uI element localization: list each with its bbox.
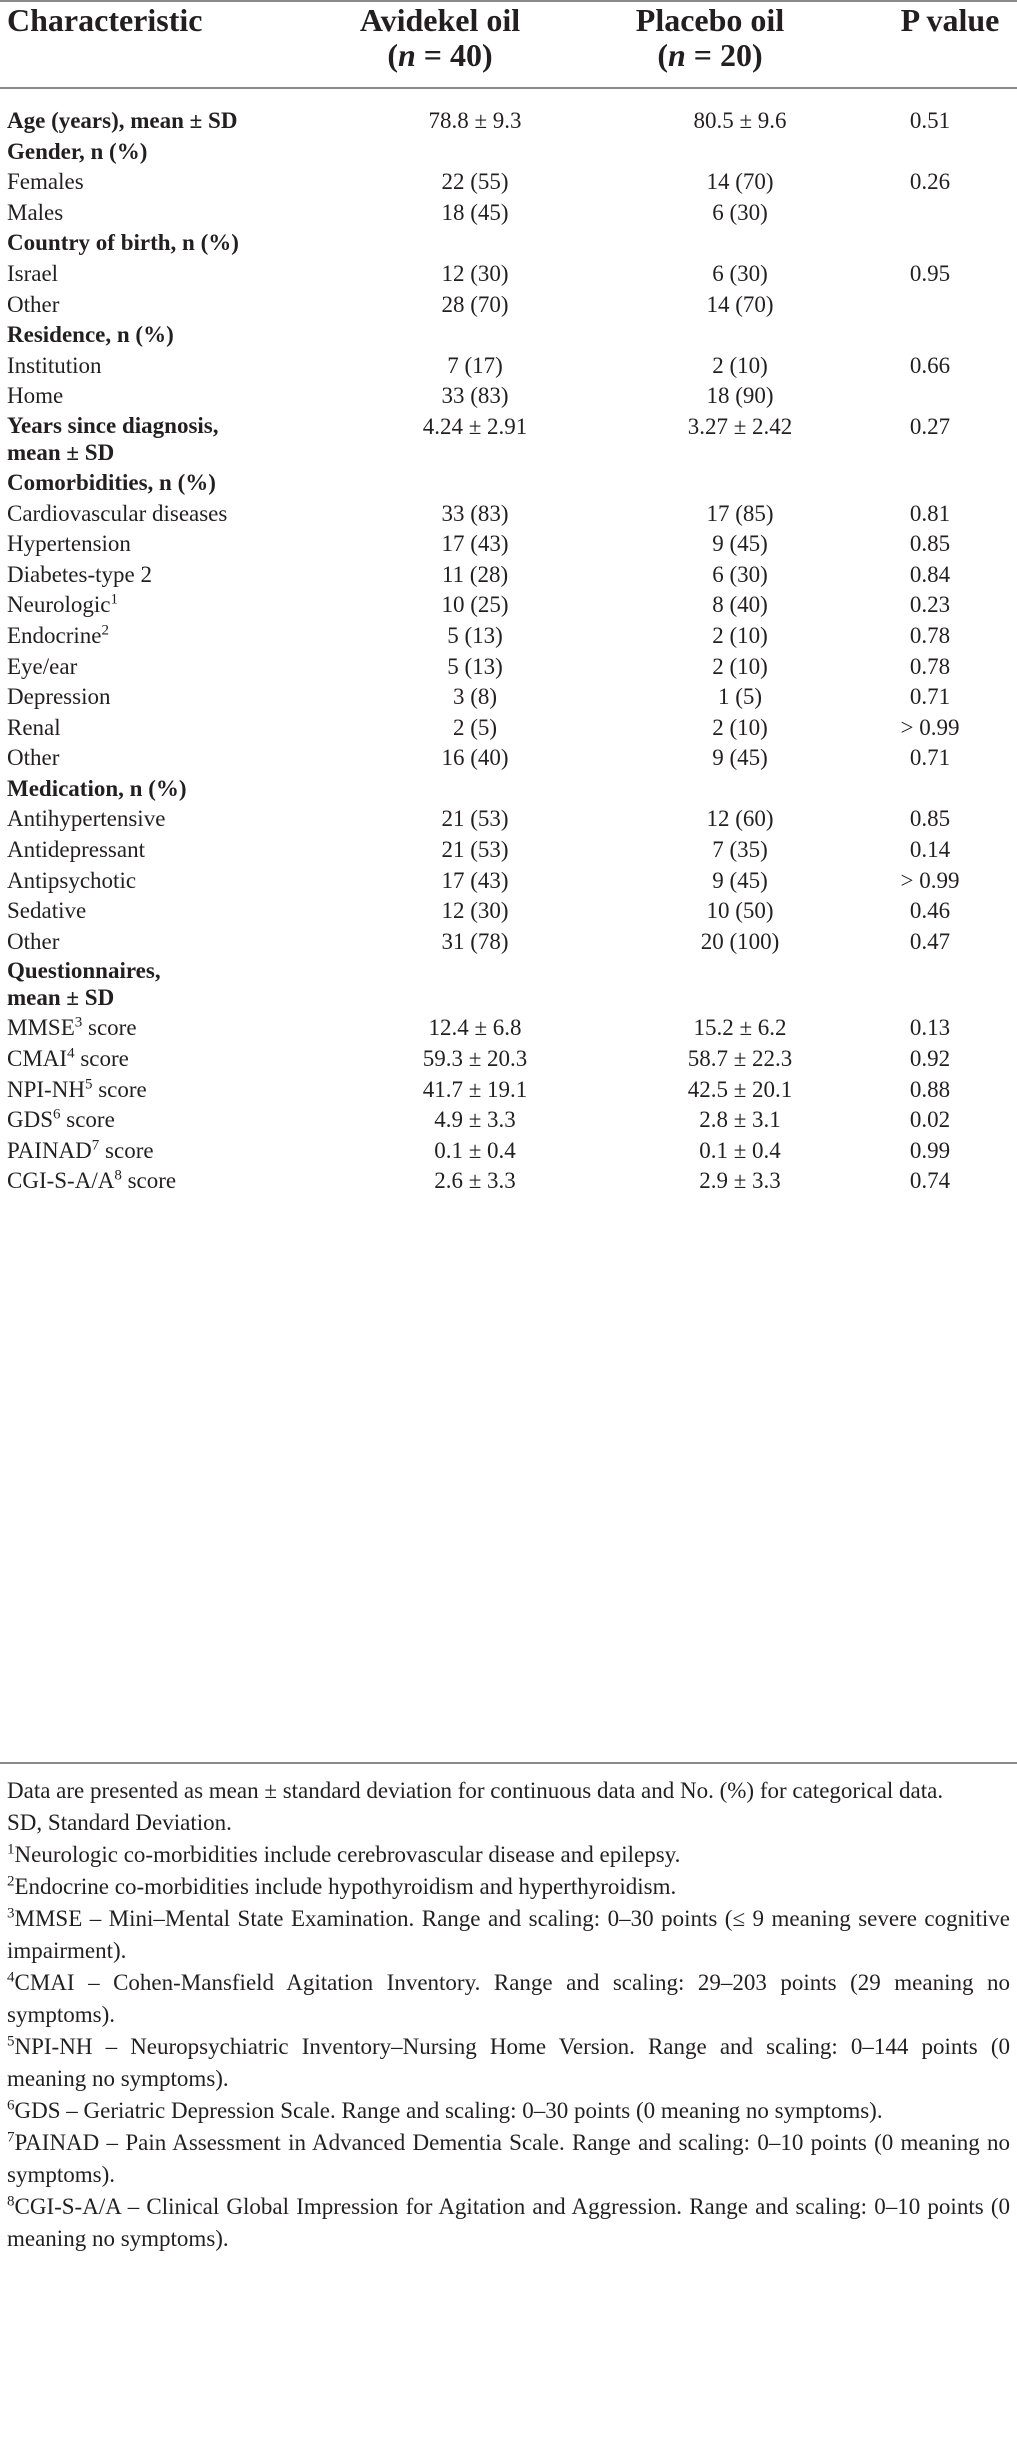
footnote-marker: 4 xyxy=(7,1969,15,1986)
table-row xyxy=(0,1075,1017,1106)
table-row xyxy=(0,1105,1017,1136)
cell-placebo: 6 (30) xyxy=(712,260,768,286)
row-label-text: Males xyxy=(7,199,64,225)
table-row xyxy=(0,1044,1017,1075)
header-characteristic-label: Characteristic xyxy=(7,2,203,38)
cell-placebo: 17 (85) xyxy=(706,500,774,526)
cell-pvalue: 0.27 xyxy=(909,413,951,439)
cell-avidekel: 33 (83) xyxy=(441,500,509,526)
footnote xyxy=(7,1775,1010,1807)
cell-pvalue: 0.02 xyxy=(909,1107,951,1133)
footnote xyxy=(7,1839,1010,1871)
cell-avidekel: 12 (30) xyxy=(441,898,509,924)
footnote-text: PAINAD – Pain Assessment in Advanced Dementia Scale. Range and scaling: 0–10 points (0 meaning no symptoms). xyxy=(7,2130,1010,2187)
cell-pvalue: > 0.99 xyxy=(900,714,960,740)
table-row xyxy=(0,560,1017,591)
row-label-suffix: score xyxy=(92,1076,147,1102)
row-label xyxy=(7,468,367,498)
table-row xyxy=(0,682,1017,713)
row-label-text: Depression xyxy=(7,684,111,710)
cell-avidekel: 5 (13) xyxy=(447,622,503,648)
cell-avidekel: 17 (43) xyxy=(441,867,509,893)
footnote-text: Neurologic co-morbidities include cerebrovascular disease and epilepsy. xyxy=(14,1842,681,1867)
table-row xyxy=(0,259,1017,290)
row-label-footnote-marker: 2 xyxy=(101,622,110,639)
table-row xyxy=(0,804,1017,835)
row-label-text: Residence, n (%) xyxy=(7,322,174,348)
footnote-text: SD, Standard Deviation. xyxy=(7,1810,232,1835)
table-row xyxy=(0,927,1017,958)
cell-avidekel: 2.6 ± 3.3 xyxy=(434,1168,516,1194)
footnote-text: GDS – Geriatric Depression Scale. Range and scaling: 0–30 points (0 meaning no symptoms). xyxy=(14,2098,883,2123)
footnote xyxy=(7,1967,1010,2031)
header-placebo-n xyxy=(560,38,860,73)
table-header xyxy=(0,0,1017,87)
row-label-text: Home xyxy=(7,383,64,409)
table-row xyxy=(0,529,1017,560)
row-label xyxy=(7,957,367,1011)
cell-pvalue: 0.99 xyxy=(909,1137,951,1163)
row-label-text: Israel xyxy=(7,260,59,286)
table-section-row xyxy=(0,957,1017,1013)
cell-pvalue: 0.92 xyxy=(909,1046,951,1072)
footnote-text: MMSE – Mini–Mental State Examination. Range and scaling: 0–30 points (≤ 9 meaning severe cognitive impairment). xyxy=(7,1906,1010,1963)
row-label-text: Other xyxy=(7,745,60,771)
cell-pvalue: 0.81 xyxy=(909,500,951,526)
table-row xyxy=(0,290,1017,321)
table-row xyxy=(0,590,1017,621)
row-label-footnote-marker: 1 xyxy=(110,591,118,608)
cell-placebo: 2 (10) xyxy=(712,352,768,378)
footnote-text: NPI-NH – Neuropsychiatric Inventory–Nursing Home Version. Range and scaling: 0–144 points (0 meaning no symptoms). xyxy=(7,2034,1010,2091)
footnote-text: CGI-S-A/A – Clinical Global Impression for Agitation and Aggression. Range and scaling: 0–10 points (0 meaning no symptoms). xyxy=(7,2194,1010,2251)
cell-placebo: 20 (100) xyxy=(700,928,780,954)
cell-avidekel: 22 (55) xyxy=(441,169,509,195)
cell-placebo: 12 (60) xyxy=(706,806,774,832)
cell-placebo: 6 (30) xyxy=(712,561,768,587)
table-section-row xyxy=(0,468,1017,499)
cell-avidekel: 11 (28) xyxy=(441,561,509,587)
row-label-suffix: score xyxy=(99,1137,154,1163)
row-label xyxy=(7,774,367,804)
footnote-marker: 2 xyxy=(7,1873,15,1890)
cell-avidekel: 16 (40) xyxy=(441,745,509,771)
row-label-text: Questionnaires, xyxy=(7,958,161,984)
table-footnotes xyxy=(7,1775,1010,2255)
row-label-text: Hypertension xyxy=(7,531,131,557)
cell-avidekel: 4.9 ± 3.3 xyxy=(434,1107,516,1133)
row-label-footnote-marker: 4 xyxy=(67,1045,75,1062)
table-row xyxy=(0,381,1017,412)
footnote xyxy=(7,2127,1010,2191)
row-label xyxy=(7,228,367,258)
table-section-row xyxy=(0,137,1017,168)
cell-avidekel: 21 (53) xyxy=(441,806,509,832)
cell-pvalue: 0.47 xyxy=(909,928,951,954)
cell-placebo: 14 (70) xyxy=(706,291,774,317)
cell-pvalue: 0.23 xyxy=(909,592,951,618)
header-characteristic xyxy=(7,3,202,38)
header-pvalue-label: P value xyxy=(900,2,1000,38)
table-row xyxy=(0,621,1017,652)
row-label-text: Females xyxy=(7,169,84,195)
table-row xyxy=(0,1136,1017,1167)
row-label-text: CMAI xyxy=(7,1046,68,1072)
footnote xyxy=(7,1903,1010,1967)
cell-avidekel: 10 (25) xyxy=(441,592,509,618)
header-avidekel-n-rest: = 40) xyxy=(415,37,493,73)
cell-avidekel: 12.4 ± 6.8 xyxy=(428,1015,522,1041)
table-row xyxy=(0,499,1017,530)
footnote-marker: 8 xyxy=(7,2193,15,2210)
table-row xyxy=(0,896,1017,927)
footnote-marker: 6 xyxy=(7,2097,15,2114)
cell-avidekel: 18 (45) xyxy=(441,199,509,225)
table-row xyxy=(0,198,1017,229)
table-row xyxy=(0,743,1017,774)
header-avidekel xyxy=(290,3,590,73)
cell-pvalue: 0.71 xyxy=(909,684,951,710)
footnote xyxy=(7,2095,1010,2127)
header-placebo-n-open: ( xyxy=(657,37,668,73)
cell-placebo: 9 (45) xyxy=(712,867,768,893)
row-label-text: Eye/ear xyxy=(7,653,78,679)
header-avidekel-n-open: ( xyxy=(387,37,398,73)
header-avidekel-n-var: n xyxy=(397,37,416,73)
row-label-text: Renal xyxy=(7,714,61,740)
cell-pvalue: 0.66 xyxy=(909,352,951,378)
cell-placebo: 2 (10) xyxy=(712,622,768,648)
table-row xyxy=(0,835,1017,866)
cell-pvalue: 0.85 xyxy=(909,806,951,832)
row-label-text: Diabetes-type 2 xyxy=(7,561,152,587)
table-section-row xyxy=(0,412,1017,468)
row-label-footnote-marker: 8 xyxy=(114,1167,122,1184)
row-label-text: Country of birth, n (%) xyxy=(7,230,239,256)
row-label-line2: mean ± SD xyxy=(7,439,115,465)
cell-placebo: 2 (10) xyxy=(712,653,768,679)
header-avidekel-n xyxy=(290,38,590,73)
cell-avidekel: 4.24 ± 2.91 xyxy=(422,413,528,439)
cell-placebo: 8 (40) xyxy=(712,592,768,618)
row-label-text: Medication, n (%) xyxy=(7,775,187,801)
table-header-rule xyxy=(0,87,1017,89)
cell-pvalue: 0.78 xyxy=(909,653,951,679)
footnote-text: Endocrine co-morbidities include hypothyroidism and hyperthyroidism. xyxy=(14,1874,677,1899)
footnote-marker: 3 xyxy=(7,1905,15,1922)
header-avidekel-label: Avidekel oil xyxy=(359,2,521,38)
cell-placebo: 42.5 ± 20.1 xyxy=(687,1076,793,1102)
row-label-text: PAINAD xyxy=(7,1137,92,1163)
table-row xyxy=(0,1013,1017,1044)
cell-pvalue: 0.74 xyxy=(909,1168,951,1194)
cell-pvalue: 0.78 xyxy=(909,622,951,648)
row-label-footnote-marker: 6 xyxy=(53,1106,61,1123)
cell-avidekel: 2 (5) xyxy=(452,714,498,740)
table-section-row xyxy=(0,774,1017,805)
table-row xyxy=(0,1166,1017,1197)
row-label-text: MMSE xyxy=(7,1015,75,1041)
row-label-footnote-marker: 5 xyxy=(84,1075,93,1092)
cell-pvalue: 0.51 xyxy=(909,108,951,133)
cell-avidekel: 78.8 ± 9.3 xyxy=(428,108,522,133)
cell-pvalue: 0.13 xyxy=(909,1015,951,1041)
table-row xyxy=(0,713,1017,744)
cell-avidekel: 17 (43) xyxy=(441,531,509,557)
footnote-text: Data are presented as mean ± standard deviation for continuous data and No. (%) for categorical data. xyxy=(7,1778,944,1803)
cell-placebo: 14 (70) xyxy=(706,169,774,195)
row-label-text: Comorbidities, n (%) xyxy=(7,469,216,495)
cell-placebo: 7 (35) xyxy=(712,837,768,863)
row-label-suffix: score xyxy=(82,1015,137,1041)
header-placebo-n-rest: = 20) xyxy=(685,37,763,73)
footnote xyxy=(7,2031,1010,2095)
cell-placebo: 18 (90) xyxy=(706,383,774,409)
row-label-text: Antidepressant xyxy=(7,837,145,863)
table-section-row xyxy=(0,228,1017,259)
table-bottom-rule xyxy=(0,1762,1017,1764)
row-label-footnote-marker: 3 xyxy=(74,1014,83,1031)
row-label-suffix: score xyxy=(60,1107,115,1133)
cell-avidekel: 12 (30) xyxy=(441,260,509,286)
footnote-marker: 5 xyxy=(7,2033,15,2050)
row-label-suffix: score xyxy=(74,1046,129,1072)
cell-pvalue: 0.46 xyxy=(909,898,951,924)
table-row xyxy=(0,351,1017,382)
cell-placebo: 9 (45) xyxy=(712,745,768,771)
cell-pvalue: 0.84 xyxy=(909,561,951,587)
row-label-text: Antihypertensive xyxy=(7,806,166,832)
footnote-marker: 7 xyxy=(7,2129,15,2146)
row-label-text: Sedative xyxy=(7,898,87,924)
header-placebo-n-var: n xyxy=(667,37,686,73)
row-label-text: Other xyxy=(7,928,60,954)
cell-placebo: 2.8 ± 3.1 xyxy=(699,1107,781,1133)
cell-avidekel: 21 (53) xyxy=(441,837,509,863)
footnote-text: CMAI – Cohen-Mansfield Agitation Inventory. Range and scaling: 29–203 points (29 meaning no symptoms). xyxy=(7,1970,1010,2027)
footnote xyxy=(7,2191,1010,2255)
row-label-line2: mean ± SD xyxy=(7,985,115,1011)
cell-placebo: 3.27 ± 2.42 xyxy=(687,413,793,439)
table-section-row xyxy=(0,320,1017,351)
header-pvalue xyxy=(880,3,1017,38)
cell-placebo: 0.1 ± 0.4 xyxy=(699,1137,781,1163)
row-label-text: Age (years), mean ± SD xyxy=(7,108,238,133)
cell-placebo: 10 (50) xyxy=(706,898,774,924)
row-label-text: Cardiovascular diseases xyxy=(7,500,228,526)
table-row xyxy=(0,167,1017,198)
row-label-text: Antipsychotic xyxy=(7,867,137,893)
footnote xyxy=(7,1807,1010,1839)
header-placebo-label: Placebo oil xyxy=(635,2,785,38)
row-label-text: Institution xyxy=(7,352,102,378)
cell-avidekel: 5 (13) xyxy=(447,653,503,679)
cell-avidekel: 28 (70) xyxy=(441,291,509,317)
row-label-text: Other xyxy=(7,291,60,317)
row-label-text: GDS xyxy=(7,1107,54,1133)
cell-placebo: 58.7 ± 22.3 xyxy=(687,1046,793,1072)
row-label-text: Gender, n (%) xyxy=(7,138,148,164)
cell-placebo: 1 (5) xyxy=(717,684,763,710)
cell-pvalue: 0.95 xyxy=(909,260,951,286)
table-section-row xyxy=(0,106,1017,137)
cell-avidekel: 33 (83) xyxy=(441,383,509,409)
row-label-text: Endocrine xyxy=(7,622,102,648)
row-label-text: Neurologic xyxy=(7,592,111,618)
row-label-text: Years since diagnosis, xyxy=(7,412,219,438)
cell-placebo: 9 (45) xyxy=(712,531,768,557)
row-label xyxy=(7,320,367,350)
cell-pvalue: > 0.99 xyxy=(900,867,960,893)
cell-placebo: 6 (30) xyxy=(712,199,768,225)
row-label xyxy=(7,137,367,167)
header-placebo xyxy=(560,3,860,73)
footnote xyxy=(7,1871,1010,1903)
cell-pvalue: 0.26 xyxy=(909,169,951,195)
cell-placebo: 2.9 ± 3.3 xyxy=(699,1168,781,1194)
cell-avidekel: 31 (78) xyxy=(441,928,509,954)
table-body xyxy=(0,106,1017,1197)
cell-pvalue: 0.85 xyxy=(909,531,951,557)
row-label-footnote-marker: 7 xyxy=(91,1137,100,1154)
cell-avidekel: 41.7 ± 19.1 xyxy=(422,1076,528,1102)
cell-pvalue: 0.14 xyxy=(909,837,951,863)
cell-placebo: 15.2 ± 6.2 xyxy=(693,1015,787,1041)
row-label-suffix: score xyxy=(121,1168,177,1194)
row-label-text: CGI-S-A/A xyxy=(7,1168,115,1194)
table-row xyxy=(0,866,1017,897)
footnote-marker: 1 xyxy=(7,1841,15,1858)
cell-avidekel: 59.3 ± 20.3 xyxy=(422,1046,528,1072)
row-label-text: NPI-NH xyxy=(7,1076,85,1102)
cell-pvalue: 0.88 xyxy=(909,1076,951,1102)
cell-placebo: 80.5 ± 9.6 xyxy=(693,108,787,133)
cell-avidekel: 7 (17) xyxy=(447,352,503,378)
table-row xyxy=(0,652,1017,683)
cell-avidekel: 3 (8) xyxy=(452,684,498,710)
cell-pvalue: 0.71 xyxy=(909,745,951,771)
cell-avidekel: 0.1 ± 0.4 xyxy=(434,1137,516,1163)
cell-placebo: 2 (10) xyxy=(712,714,768,740)
